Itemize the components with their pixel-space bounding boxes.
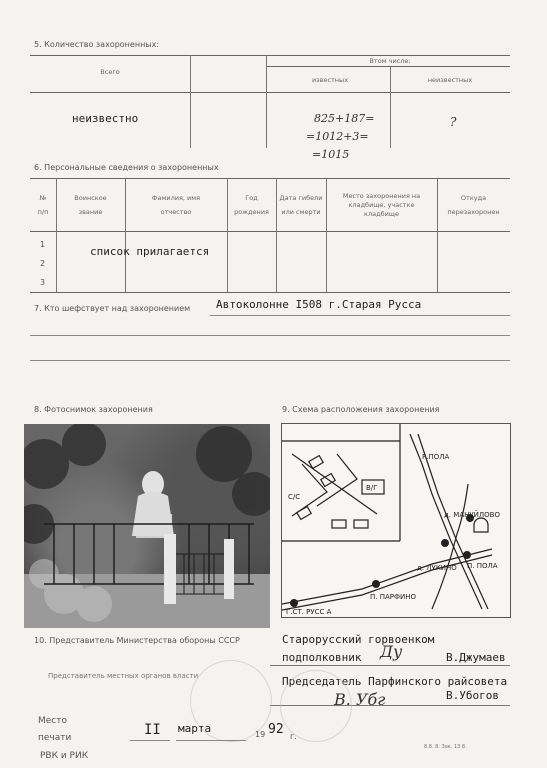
year-abbr: г. [290,732,297,741]
sponsor-value: Автоколонне I508 г.Старая Русса [216,298,422,311]
section6-title: 6. Персональные сведения о захороненных [34,163,219,172]
map-label-pola: П. ПОЛА [467,562,498,570]
col-known-header: известных [311,76,349,84]
hdr-death-2: или смерти [281,208,321,216]
hdr-rank-2: звание [78,208,103,216]
total-value: неизвестно [72,112,139,125]
month-underline [176,740,246,741]
stamp-place-label-3: РВК и РИК [40,751,89,761]
row-number-3: 3 [40,278,46,287]
map-label-kolkhoz: С/С [288,493,301,501]
year-prefix: 19 [255,730,266,739]
row-number-2: 2 [40,259,46,268]
known-value-line-1: 825+187= [314,112,375,125]
mil-rep-name: В.Джумаев [446,651,506,664]
section9-title: 9. Схема расположения захоронения [282,405,440,414]
row-number-1: 1 [40,240,46,249]
hdr-from-1: Откуда [460,194,487,202]
table5-divider-1 [190,55,191,148]
burial-photo-drawing [24,424,270,628]
local-rep-label: Представитель местных органов власти [48,672,199,680]
hdr-birth-2: рождения [234,208,269,216]
hdr-num-2: п/п [37,208,49,216]
section7-title: 7. Кто шефствует над захоронением [34,304,191,313]
local-rep-line-1: Председатель Парфинского райсовета [282,675,508,688]
list-attached-note: список прилагается [90,245,210,258]
hdr-place-1: Место захоронения на [342,192,421,200]
hdr-rank-1: Воинское [74,194,107,202]
hdr-num-1: № [39,194,47,202]
section8-title: 8. Фотоснимок захоронения [34,405,153,414]
table5-subheader-border [266,66,510,67]
local-rep-signature: В. Убг [334,690,386,709]
hdr-name-1: Фамилия, имя [151,194,201,202]
map-label-lukino: д. ЛУКИНО [417,564,457,572]
hdr-place-3: кладбище [364,210,399,218]
col-unknown-header: неизвестных [427,76,473,84]
section7-line-1 [210,315,510,316]
local-rep-name: В.Убогов [446,689,499,702]
table5-header-border [30,92,510,93]
map-label-staraya-russa: Г.СТ. РУСС А [286,608,332,616]
scheme-drawing [282,424,510,617]
sign-month: марта [178,722,212,735]
sign-day: II [144,722,161,738]
year-suffix: 92 [268,722,284,737]
mil-rep-line-1: Старорусский горвоенком [282,633,435,646]
section10-title: 10. Представитель Министерства обороны СССР [34,636,240,645]
col-of-them-header: Втом числе: [369,57,411,65]
section7-line-2 [30,335,510,336]
table5-divider-2 [266,55,267,148]
mil-rep-rank: подполковник [282,651,362,664]
mil-rep-signature: Ду [380,642,403,661]
map-label-manuilovo: д. МАНУЙЛОВО [444,511,500,519]
known-value-line-3: =1015 [312,148,350,161]
table6-bottom-border [30,292,510,293]
location-scheme-map [281,423,511,618]
mil-rep-line [270,665,510,666]
map-label-river-pola: Р.ПОЛА [422,453,450,461]
stamp-place-label-1: Место [38,716,67,726]
day-underline [130,740,170,741]
section7-line-3 [30,360,510,361]
table6-header-border [30,231,510,232]
stamp-place-label-2: печати [38,733,72,743]
col-total-header: Всего [100,68,120,76]
table6-top-border [30,178,510,179]
section5-title: 5. Количество захороненных: [34,40,160,49]
burial-photo [24,424,270,628]
table5-top-border [30,55,510,56]
table5-divider-3 [390,66,391,148]
hdr-name-2: отчество [160,208,192,216]
unknown-value: ? [450,115,457,129]
known-value-line-2: =1012+3= [306,130,369,143]
hdr-birth-1: Год [245,194,258,202]
hdr-place-2: кладбище, участке [348,201,415,209]
footer-print-info: 8.8. 8. Зак. 13 8. [424,744,467,750]
hdr-from-2: перезахоронен [447,208,500,216]
map-label-parfino: П. ПАРФИНО [370,593,417,601]
hdr-death-1: Дата гибели [279,194,323,202]
map-label-vg: В/Г [366,484,378,492]
